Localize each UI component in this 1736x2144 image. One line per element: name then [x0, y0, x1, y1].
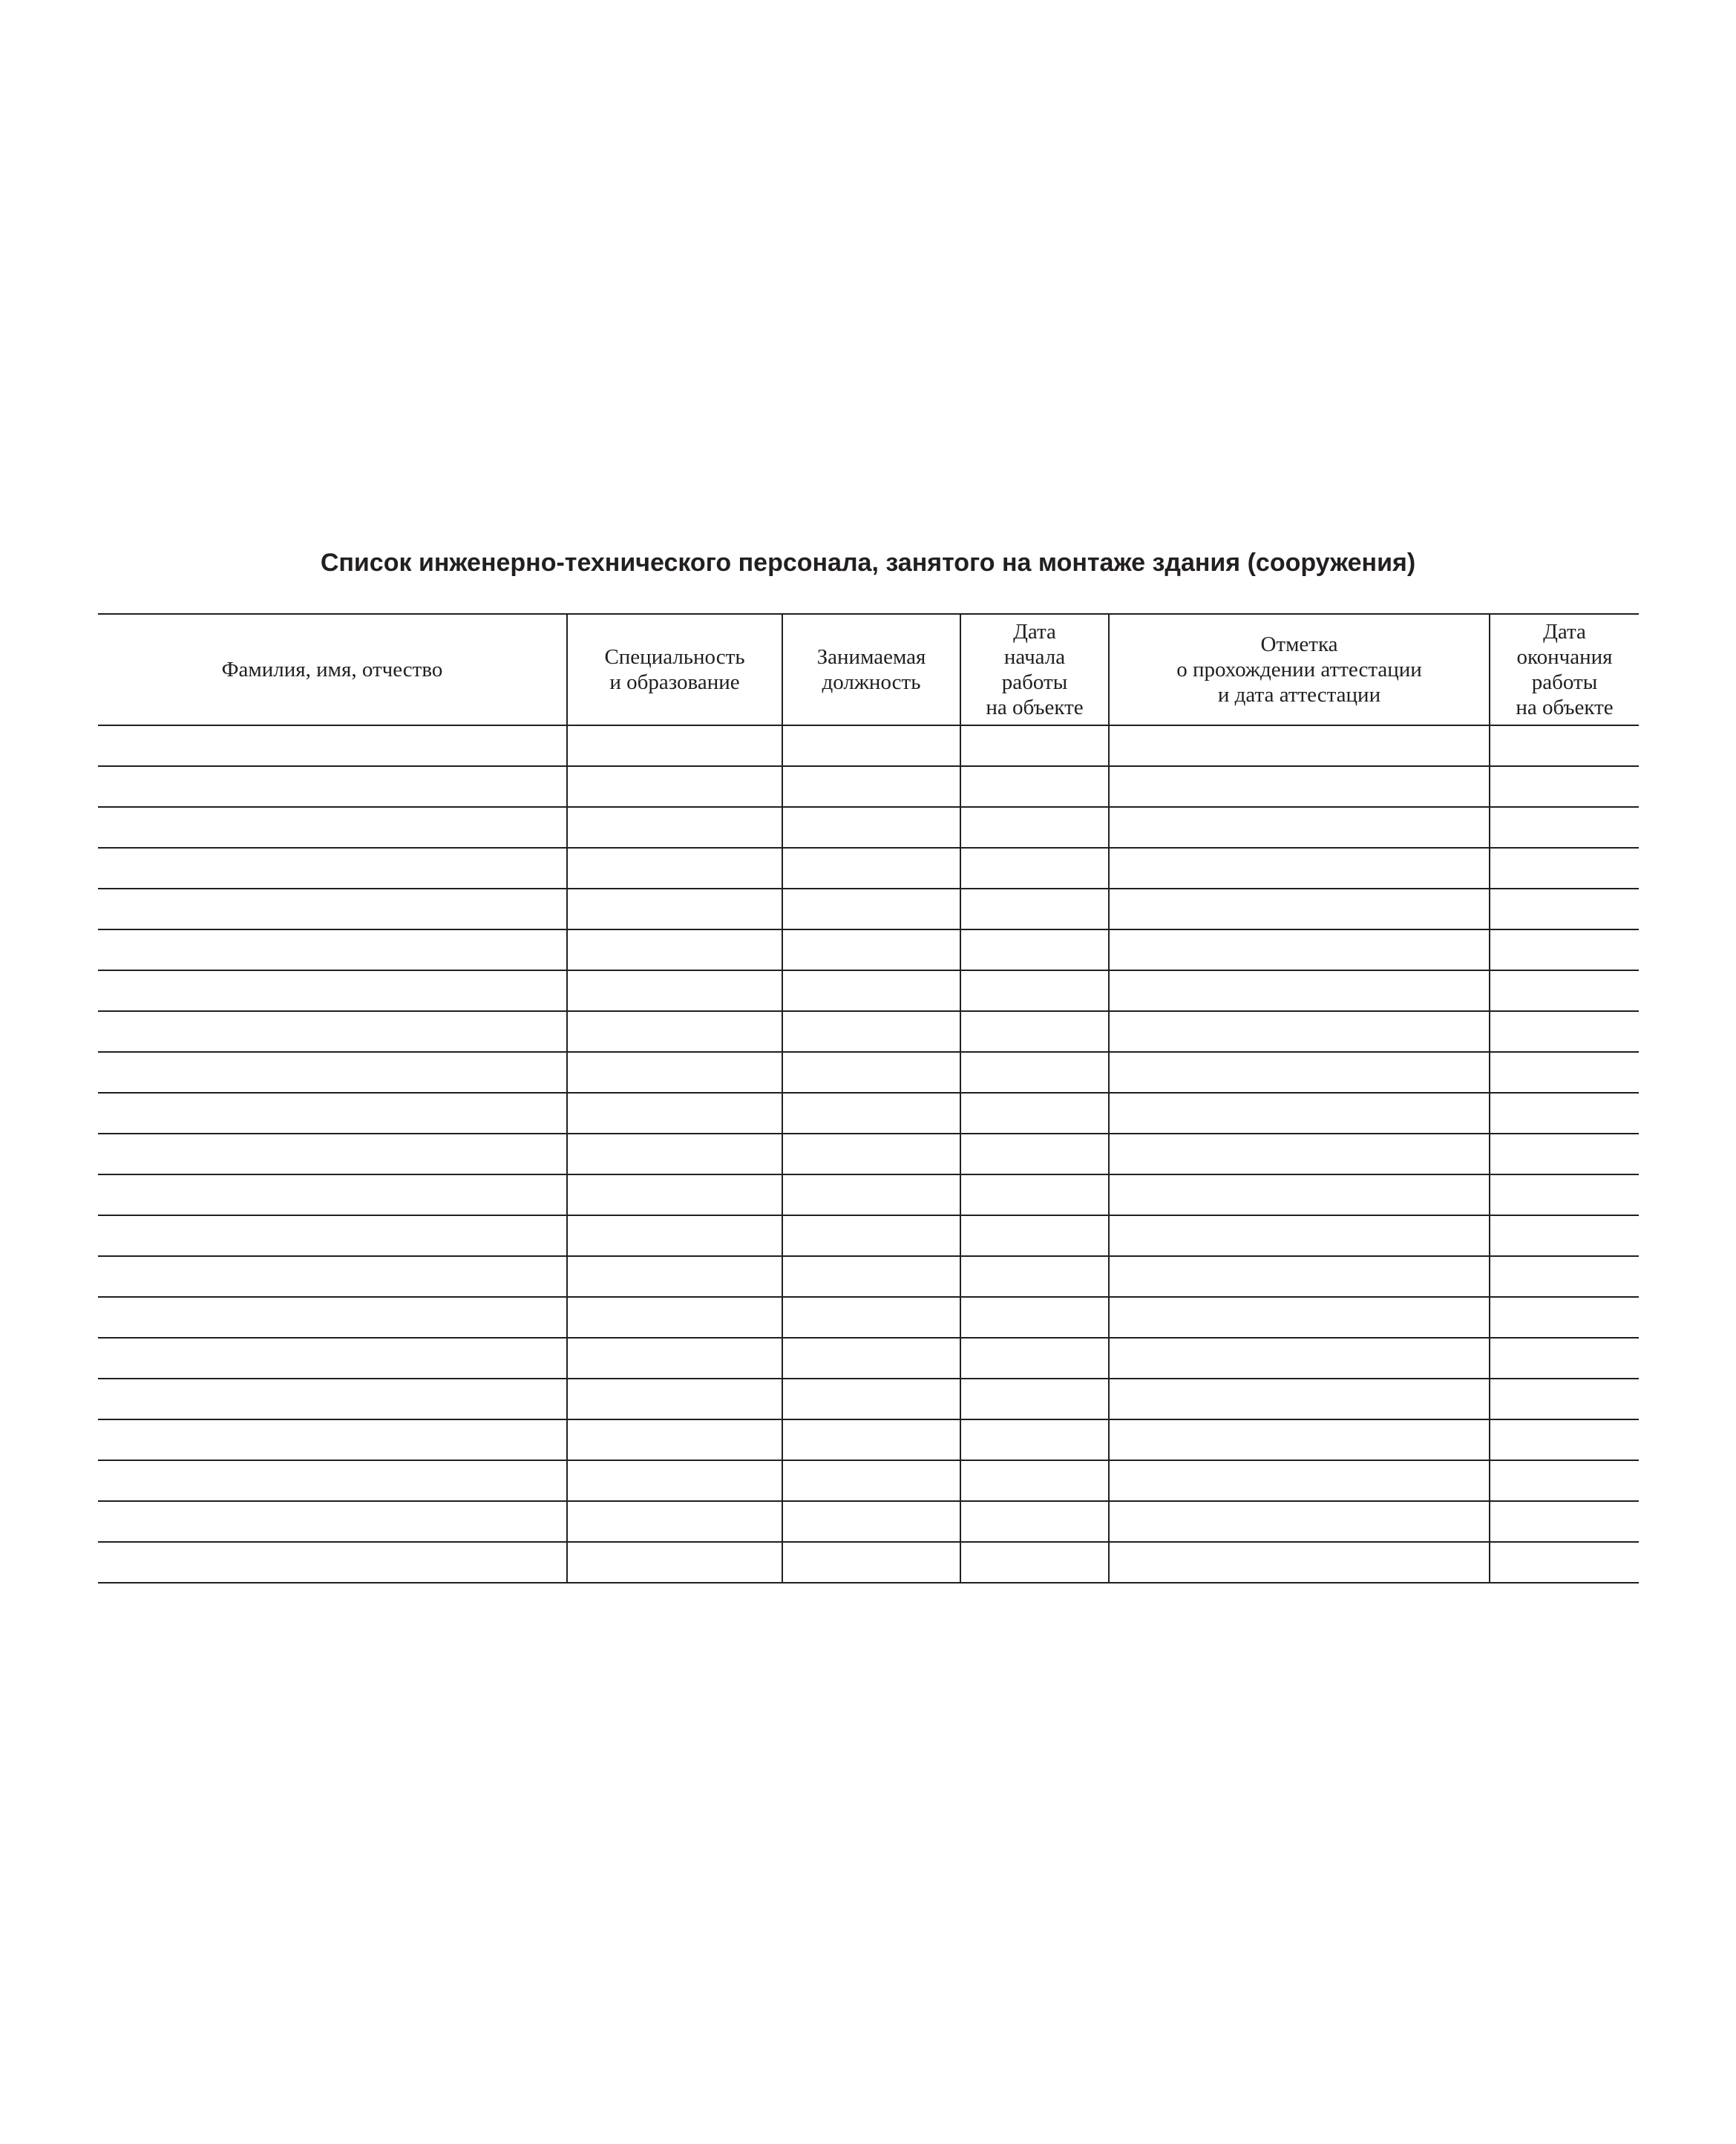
start-date-cell[interactable] [960, 725, 1109, 766]
specialty-cell[interactable] [567, 1134, 782, 1174]
header-position: Занимаемая должность [782, 614, 960, 725]
header-end-date: Дата окончания работы на объекте [1490, 614, 1639, 725]
certification-cell[interactable] [1109, 1052, 1490, 1093]
end-date-cell[interactable] [1490, 1419, 1639, 1460]
start-date-cell[interactable] [960, 1297, 1109, 1338]
table-row [98, 889, 1639, 929]
end-date-cell[interactable] [1490, 1297, 1639, 1338]
certification-cell[interactable] [1109, 1501, 1490, 1542]
specialty-cell[interactable] [567, 1460, 782, 1501]
end-date-cell[interactable] [1490, 807, 1639, 848]
start-date-cell[interactable] [960, 1011, 1109, 1052]
start-date-cell[interactable] [960, 1174, 1109, 1215]
table-row [98, 1460, 1639, 1501]
table-row [98, 1297, 1639, 1338]
full-name-cell[interactable] [98, 725, 567, 766]
full-name-cell[interactable] [98, 1174, 567, 1215]
table-row [98, 1093, 1639, 1134]
start-date-cell[interactable] [960, 970, 1109, 1011]
full-name-cell[interactable] [98, 1093, 567, 1134]
table-row [98, 1215, 1639, 1256]
start-date-cell[interactable] [960, 889, 1109, 929]
start-date-cell[interactable] [960, 1501, 1109, 1542]
specialty-cell[interactable] [567, 725, 782, 766]
document-title: Список инженерно-технического персонала, занятого на монтаже здания (сооружения) [320, 549, 1416, 577]
full-name-cell[interactable] [98, 1052, 567, 1093]
specialty-cell[interactable] [567, 1174, 782, 1215]
end-date-cell[interactable] [1490, 1052, 1639, 1093]
position-cell[interactable] [782, 929, 960, 970]
end-date-cell[interactable] [1490, 1174, 1639, 1215]
full-name-cell[interactable] [98, 929, 567, 970]
end-date-cell[interactable] [1490, 889, 1639, 929]
end-date-cell[interactable] [1490, 848, 1639, 889]
full-name-cell[interactable] [98, 1501, 567, 1542]
position-cell[interactable] [782, 766, 960, 807]
full-name-cell[interactable] [98, 889, 567, 929]
position-cell[interactable] [782, 725, 960, 766]
table-row [98, 1174, 1639, 1215]
specialty-cell[interactable] [567, 1256, 782, 1297]
specialty-cell[interactable] [567, 1215, 782, 1256]
certification-cell[interactable] [1109, 1256, 1490, 1297]
table-row [98, 725, 1639, 766]
end-date-cell[interactable] [1490, 1011, 1639, 1052]
position-cell[interactable] [782, 1215, 960, 1256]
specialty-cell[interactable] [567, 929, 782, 970]
certification-cell[interactable] [1109, 1297, 1490, 1338]
start-date-cell[interactable] [960, 766, 1109, 807]
certification-cell[interactable] [1109, 1542, 1490, 1583]
position-cell[interactable] [782, 1460, 960, 1501]
specialty-cell[interactable] [567, 1419, 782, 1460]
certification-cell[interactable] [1109, 807, 1490, 848]
start-date-cell[interactable] [960, 848, 1109, 889]
start-date-cell[interactable] [960, 1460, 1109, 1501]
specialty-cell[interactable] [567, 1052, 782, 1093]
table-row [98, 807, 1639, 848]
certification-cell[interactable] [1109, 1338, 1490, 1379]
start-date-cell[interactable] [960, 1052, 1109, 1093]
full-name-cell[interactable] [98, 1215, 567, 1256]
specialty-cell[interactable] [567, 1093, 782, 1134]
certification-cell[interactable] [1109, 1174, 1490, 1215]
header-certification-mark: Отметка о прохождении аттестации и дата аттестации [1109, 614, 1490, 725]
specialty-cell[interactable] [567, 889, 782, 929]
position-cell[interactable] [782, 1297, 960, 1338]
position-cell[interactable] [782, 1379, 960, 1419]
position-cell[interactable] [782, 1052, 960, 1093]
certification-cell[interactable] [1109, 766, 1490, 807]
personnel-table [98, 613, 1639, 1584]
certification-cell[interactable] [1109, 1011, 1490, 1052]
full-name-cell[interactable] [98, 807, 567, 848]
table-row [98, 970, 1639, 1011]
position-cell[interactable] [782, 1338, 960, 1379]
position-cell[interactable] [782, 1419, 960, 1460]
end-date-cell[interactable] [1490, 1256, 1639, 1297]
specialty-cell[interactable] [567, 1011, 782, 1052]
end-date-cell[interactable] [1490, 766, 1639, 807]
table-row [98, 1379, 1639, 1419]
start-date-cell[interactable] [960, 1542, 1109, 1583]
table-header-row [98, 614, 1639, 725]
start-date-cell[interactable] [960, 1256, 1109, 1297]
end-date-cell[interactable] [1490, 1501, 1639, 1542]
end-date-cell[interactable] [1490, 970, 1639, 1011]
certification-cell[interactable] [1109, 970, 1490, 1011]
certification-cell[interactable] [1109, 929, 1490, 970]
start-date-cell[interactable] [960, 1338, 1109, 1379]
specialty-cell[interactable] [567, 1501, 782, 1542]
table-row [98, 1011, 1639, 1052]
end-date-cell[interactable] [1490, 1379, 1639, 1419]
end-date-cell[interactable] [1490, 1093, 1639, 1134]
start-date-cell[interactable] [960, 1379, 1109, 1419]
start-date-cell[interactable] [960, 807, 1109, 848]
specialty-cell[interactable] [567, 766, 782, 807]
end-date-cell[interactable] [1490, 1338, 1639, 1379]
end-date-cell[interactable] [1490, 725, 1639, 766]
certification-cell[interactable] [1109, 1134, 1490, 1174]
header-full-name: Фамилия, имя, отчество [98, 614, 567, 725]
header-specialty-education: Специальность и образование [567, 614, 782, 725]
position-cell[interactable] [782, 889, 960, 929]
full-name-cell[interactable] [98, 766, 567, 807]
certification-cell[interactable] [1109, 725, 1490, 766]
full-name-cell[interactable] [98, 970, 567, 1011]
position-cell[interactable] [782, 1011, 960, 1052]
position-cell[interactable] [782, 1174, 960, 1215]
end-date-cell[interactable] [1490, 1215, 1639, 1256]
full-name-cell[interactable] [98, 1011, 567, 1052]
table-row [98, 1542, 1639, 1583]
certification-cell[interactable] [1109, 848, 1490, 889]
end-date-cell[interactable] [1490, 929, 1639, 970]
specialty-cell[interactable] [567, 1297, 782, 1338]
full-name-cell[interactable] [98, 1542, 567, 1583]
full-name-cell[interactable] [98, 848, 567, 889]
position-cell[interactable] [782, 1093, 960, 1134]
end-date-cell[interactable] [1490, 1460, 1639, 1501]
position-cell[interactable] [782, 848, 960, 889]
full-name-cell[interactable] [98, 1338, 567, 1379]
start-date-cell[interactable] [960, 1134, 1109, 1174]
certification-cell[interactable] [1109, 1419, 1490, 1460]
specialty-cell[interactable] [567, 1542, 782, 1583]
specialty-cell[interactable] [567, 807, 782, 848]
start-date-cell[interactable] [960, 1419, 1109, 1460]
position-cell[interactable] [782, 970, 960, 1011]
table-row [98, 1338, 1639, 1379]
position-cell[interactable] [782, 1542, 960, 1583]
start-date-cell[interactable] [960, 1093, 1109, 1134]
table-row [98, 1052, 1639, 1093]
position-cell[interactable] [782, 1256, 960, 1297]
certification-cell[interactable] [1109, 889, 1490, 929]
position-cell[interactable] [782, 1134, 960, 1174]
table-row [98, 1134, 1639, 1174]
end-date-cell[interactable] [1490, 1542, 1639, 1583]
specialty-cell[interactable] [567, 970, 782, 1011]
header-start-date: Дата начала работы на объекте [960, 614, 1109, 725]
table-row [98, 1501, 1639, 1542]
full-name-cell[interactable] [98, 1297, 567, 1338]
certification-cell[interactable] [1109, 1215, 1490, 1256]
table-row [98, 1419, 1639, 1460]
end-date-cell[interactable] [1490, 1134, 1639, 1174]
start-date-cell[interactable] [960, 929, 1109, 970]
start-date-cell[interactable] [960, 1215, 1109, 1256]
full-name-cell[interactable] [98, 1134, 567, 1174]
table-row [98, 929, 1639, 970]
full-name-cell[interactable] [98, 1460, 567, 1501]
position-cell[interactable] [782, 1501, 960, 1542]
specialty-cell[interactable] [567, 1379, 782, 1419]
certification-cell[interactable] [1109, 1379, 1490, 1419]
certification-cell[interactable] [1109, 1093, 1490, 1134]
table-row [98, 1256, 1639, 1297]
table-row [98, 848, 1639, 889]
full-name-cell[interactable] [98, 1419, 567, 1460]
full-name-cell[interactable] [98, 1256, 567, 1297]
full-name-cell[interactable] [98, 1379, 567, 1419]
certification-cell[interactable] [1109, 1460, 1490, 1501]
table-row [98, 766, 1639, 807]
position-cell[interactable] [782, 807, 960, 848]
table-body [98, 725, 1639, 1583]
specialty-cell[interactable] [567, 848, 782, 889]
specialty-cell[interactable] [567, 1338, 782, 1379]
